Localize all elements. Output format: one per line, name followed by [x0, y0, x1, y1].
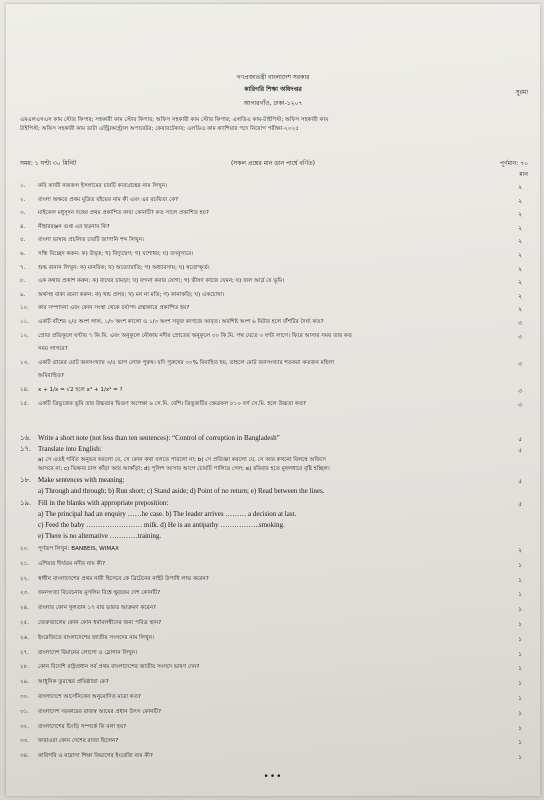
- question-mark: ১: [518, 709, 522, 717]
- question-mark: ৩: [518, 401, 522, 409]
- question-item: ২৬. ইংরেজিতে বাংলাদেশের জাতীয় সংসদের নাম লিখুন।: [20, 634, 154, 641]
- question-item: ৬. সন্ধি বিচ্ছেদ করুন: ক) উদ্বৃত্ত; খ) বিদ্যুদ্বেগ; গ) যশোধর; ঘ) তদনুসারে।: [20, 251, 194, 257]
- question-mark: ৫: [518, 447, 522, 454]
- set-name: সুরমা: [515, 89, 528, 96]
- question-item: ৩. মাইকেল মধুসূদন দত্তের প্রথম প্রকাশিত কাব্য কোনটি? কত সালে প্রকাশিত হয়?: [20, 210, 209, 217]
- question-mark: ১: [518, 576, 522, 584]
- question-item: সময় লাগবে?: [38, 346, 68, 353]
- question-item: ২৮. কোন বিদেশি রাষ্ট্রপ্রধান সর্ব প্রথম বাংলাদেশের জাতীয় সংসদে ভাষণ দেন?: [20, 664, 200, 671]
- translate-line: আসবে না; c) ভিক্ষার চাল কাঁড়া আর আকাঁড়া; d) পুলিশ আসার আগে চোরটি পালিয়ে গেল; e) রবিবার হতে মুষলধারে বৃষ্টি হচ্ছিল।: [38, 466, 330, 472]
- question-mark: ১: [518, 754, 522, 762]
- question-mark: ৫: [518, 436, 522, 443]
- question-mark: ২: [518, 184, 522, 191]
- question-mark: ৩: [518, 320, 522, 327]
- question-16: ১৬. Write a short note (not less than ten sentences): “Control of corruption in Bangladesh”: [20, 434, 280, 442]
- question-item: ২২. স্বাধীন বাংলাদেশের প্রথম নারী হিসেবে কে ব্রিটেনের নাইট উপাধি লাভ করেন?: [20, 575, 209, 582]
- exam-time: সময়: ১ ঘণ্টা ৩০ মিনিট: [20, 160, 77, 167]
- question-mark: ১: [518, 724, 522, 732]
- question-item: ২৪. বাংলার কোন সুলতান ১৭ বার ভারত আক্রমণ করেন?: [20, 605, 157, 612]
- question-item: অবিবাহিত?: [38, 373, 64, 380]
- blank-line: c) Feed the baby …………………… milk. d) He is an antipathy ……………..smoking.: [38, 521, 285, 529]
- question-item: ১. কবি কাজী নজরুল ইসলামের চারটি কাব্যগ্রন্থের নাম লিখুন।: [20, 183, 168, 189]
- question-item: ২০. পূর্ণরূপ লিখুন: BANBEIS, WIMAX: [20, 546, 119, 552]
- question-item: ২৩. জনসংখ্যা বিবেচনায় মুসলিম বিশ্বে ক্ষুদ্রতম দেশ কোনটি?: [20, 590, 161, 597]
- question-item: ৩৩. ফারাওরা কোন দেশের রাজা ছিলেন?: [20, 738, 119, 745]
- translate-line: a) সে এতই গর্বিত অনুভব করলো যে, সে কোন কথা বলতে পারলো না; b) সে প্রতিজ্ঞা করলো যে, সে আর কখনো বিলম্বে অফিসে: [38, 457, 326, 463]
- question-mark: ১: [518, 695, 522, 702]
- question-mark: ১: [518, 739, 522, 747]
- end-dots: •••: [263, 772, 283, 782]
- question-mark: ১: [518, 606, 522, 614]
- question-item: ২. বাংলা অক্ষরে প্রথম মুদ্রিত বইয়ের নাম কী এবং এর রচয়িতা কে?: [20, 196, 179, 203]
- question-mark: ২: [518, 252, 522, 259]
- question-item: ২১. এশিয়ার দীর্ঘতম নদীর নাম কী?: [20, 560, 106, 567]
- question-item: ৩৪. কারিগরি ও মাদ্রাসা শিক্ষা বিভাগের ইংরেজি নাম কী?: [20, 753, 153, 760]
- question-item: ৭. শুদ্ধ বানান লিখুন: ক) মানবিক; খ) অত্যোরাতি; গ) অধ্যাবসায়; ঘ) স্বতোস্ফূর্ত।: [20, 264, 210, 271]
- department-address: আগারগাঁও, ঢাকা-১২০৭: [243, 100, 303, 107]
- question-item: ৩১. বাংলাদেশ সরকারের রাজস্ব আয়ের প্রধান উৎস কোনটি?: [20, 708, 162, 715]
- question-mark: ১: [518, 591, 522, 599]
- question-mark: ৫: [518, 501, 522, 508]
- blank-line: a) The principal had an enquiry ……he case. b) The leader arrives ……… a decision at last.: [38, 510, 297, 518]
- question-mark: ১: [518, 621, 522, 628]
- question-mark: ২: [518, 238, 522, 246]
- post-list-line: এমএলএসএস কাম স্টোর কিপার; সহকারী কাম স্টোর কিপার; অফিস সহকারী কাম স্টোর কিপার; এলডিএ কাম-টাইপিস্ট; অফিস সহকারী কাম: [20, 117, 329, 123]
- question-item: ১০. কার সম্পাদনা এবং কোন সংস্থা থেকে চর্যাপদ গ্রন্থাকারে প্রকাশিত হয়?: [20, 305, 190, 312]
- marks-heading: মান: [519, 171, 528, 178]
- question-item: ৩২. বাংলাদেশের চিংড়ি সম্পর্কে কি বলা হয়?: [20, 723, 127, 730]
- question-item: ২৭. বাংলাদেশ বিমানের লোগো ও স্লোগান লিখুন।: [20, 649, 138, 656]
- question-mark: ২: [518, 292, 522, 300]
- question-mark: ৩: [518, 360, 522, 368]
- question-mark: ২: [518, 306, 522, 314]
- full-marks: পূর্ণমান: ৭০: [499, 160, 528, 167]
- question-item: ১৪. x + 1/x = √2 হলে x⁴ + 1/x⁴ = ?: [20, 387, 123, 393]
- post-list-line: টাইপিস্ট; অফিস সহকারী কাম ডাটা এন্ট্রি/কন্ট্রোল অপারেটর; কেয়ারটেকার; এলডিএ কাম ক্যাশিয়ার পদে নিয়োগ পরীক্ষা-২০২৫: [20, 126, 299, 132]
- question-18: ১৮. Make sentences with meaning:: [20, 476, 125, 484]
- question-mark: ১: [518, 680, 522, 688]
- marks-note: (সকল প্রশ্নের মান ডান পার্শ্বে বর্ণিত): [230, 160, 316, 167]
- department-title: কারিগরি শিক্ষা অধিদপ্তর: [244, 86, 302, 93]
- blank-line: e) There is no alternative …………training.: [38, 532, 162, 540]
- question-mark: ২: [518, 211, 522, 219]
- question-item: ৩০. বাংলাদেশে আর্সেনিকের অনুমোদিত মাত্রা কত?: [20, 694, 141, 700]
- question-item: ১১. একটি বাঁশের ২/৫ অংশ লাল, ১/৩ অংশ কালো ও ১/৩ অংশ সবুজ কাগজে আবৃত। অবশিষ্ট অংশ ৬ মিটার হলে বাঁশটির দৈর্ঘ্য কত?: [20, 319, 324, 325]
- question-item: ৯. অর্থসহ বাক্য রচনা করুন: ক) খন্ড প্রলয়; খ) মন না মতি; গ) কানাকড়ি; ঘ) একচোখা।: [20, 291, 225, 298]
- post-list: [20, 116, 530, 134]
- question-mark: ২: [518, 224, 522, 232]
- question-mark: ১: [518, 561, 522, 569]
- question-item: ২৯. আধুনিক তুরস্কের প্রতিষ্ঠাতা কে?: [20, 679, 109, 686]
- question-mark: ২: [518, 279, 522, 287]
- question-mark: ১: [518, 635, 522, 643]
- exam-paper: [6, 4, 540, 796]
- question-mark: ১: [518, 650, 522, 658]
- question-item: ৫. বাংলা ভাষায় প্রচলিত চারটি জাপানি শব্দ লিখুন।: [20, 237, 144, 244]
- question-mark: ২: [518, 265, 522, 273]
- question-mark: ২: [518, 197, 522, 205]
- question-item: ৮. এক কথায় প্রকাশ করুন: ক) বাঘের চামড়া; খ) বন্দনা করার যোগ্য; গ) ভীষণ কাজে যেমন; ঘ) জল আর্দ্র যে ভূমি।: [20, 278, 285, 285]
- question-item: ১৫. একটি ত্রিভুজের ভূমি তার উচ্চতার দ্বিগুণ অপেক্ষা ৬ সে.মি. বেশি। ত্রিভুজটির ক্ষেত্রফল ৮১০ বর্গ সে.মি. হলে উচ্চতা কত?: [20, 400, 307, 407]
- phrase-list: a) Through and through; b) Run short; c) Stand aside; d) Point of no return; e) Read between the lines.: [38, 487, 325, 495]
- question-17: ১৭. Translate into English:: [20, 445, 102, 453]
- question-mark: ৫: [518, 478, 522, 485]
- question-mark: ৩: [518, 388, 522, 395]
- govt-title: গণপ্রজাতন্ত্রী বাংলাদেশ সরকার: [236, 74, 310, 81]
- question-item: ১৩. একটি গ্রামের মোট জনসংখ্যার ৩/৫ ভাগ লোক পুরুষ। যদি পুরুষের ৩০% বিবাহিত হয়, তাহলে মোট জনসংখ্যার শতকরা কতজন মহিলা: [20, 359, 335, 366]
- question-mark: ১: [518, 665, 522, 673]
- question-mark: ২: [518, 547, 522, 554]
- question-19: ১৯. Fill in the blanks with appropriate preposition:: [20, 499, 169, 507]
- question-item: ৪. নীহাররঞ্জন গুপ্ত এর ছদ্মনাম কি?: [20, 223, 110, 230]
- question-mark: ৩: [518, 333, 522, 341]
- question-item: ২৫. জেরুজালেম কোন কোন ধর্মাবলম্বীদের জন্য পবিত্র স্থান?: [20, 620, 162, 626]
- question-item: ১২. স্রোত প্রতিকূলে ঘণ্টায় ৭ কি.মি. এবং অনুকূলে নৌকায় নদীর স্রোতের অনুকূলে ৩০ কি.মি. পথ যেতে ৩ ঘণ্টা লাগে। ফিরে আসার সময় তার কত: [20, 332, 352, 339]
